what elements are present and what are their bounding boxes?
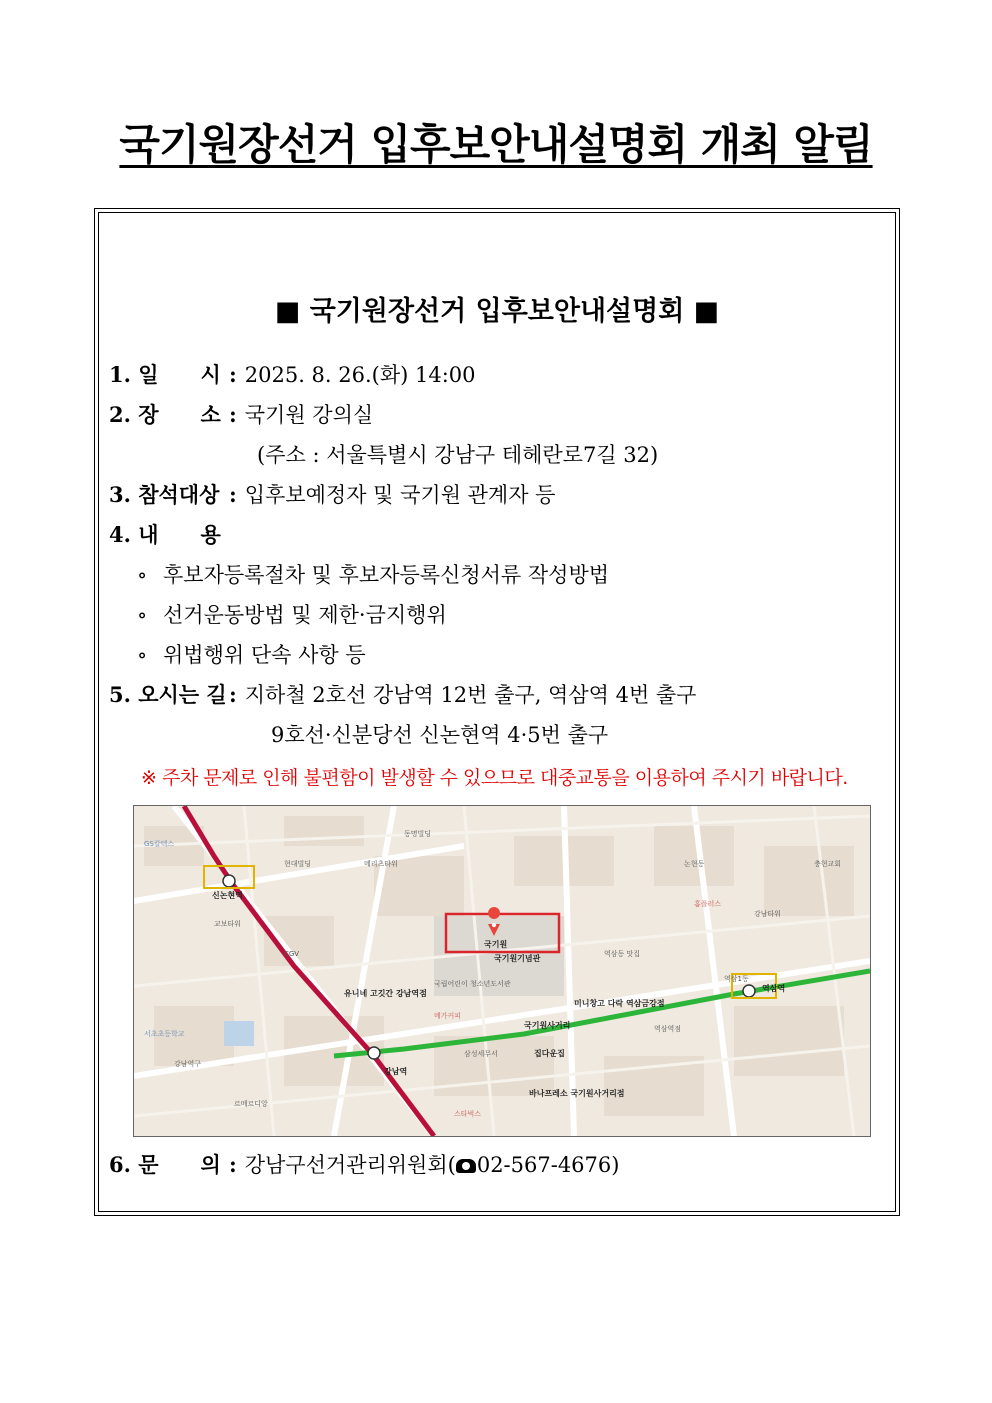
item-place: 2. 장 소 : 국기원 강의실 [109, 399, 373, 429]
item-date-value: 2025. 8. 26.(화) 14:00 [244, 363, 476, 387]
svg-text:신논현역: 신논현역 [212, 891, 243, 900]
item-directions: 5. 오시는 길 : 지하철 2호선 강남역 12번 출구, 역삼역 4번 출구 [109, 679, 696, 709]
svg-text:미니창고 다락 역삼금강점: 미니창고 다락 역삼금강점 [574, 999, 665, 1008]
section-title: ■ 국기원장선거 입후보안내설명회 ■ [274, 296, 720, 327]
svg-text:르메르디앙: 르메르디앙 [234, 1100, 268, 1108]
document-title: 국기원장선거 입후보안내설명회 개최 알림 [119, 120, 873, 169]
item-place-label: 2. 장 소 [109, 402, 221, 427]
svg-text:집다운집: 집다운집 [534, 1049, 565, 1058]
item-attendees: 3. 참석대상 : 입후보예정자 및 국기원 관계자 등 [109, 479, 555, 509]
item-contact: 6. 문 의 : 강남구선거관리위원회( 02-567-4676) [109, 1149, 619, 1179]
gangnam-station-icon [368, 1047, 380, 1059]
svg-text:스타벅스: 스타벅스 [454, 1110, 482, 1118]
item-place-value: 국기원 강의실 [244, 403, 374, 427]
svg-text:서초초등학교: 서초초등학교 [144, 1030, 185, 1038]
item-directions-line1: 지하철 2호선 강남역 12번 출구, 역삼역 4번 출구 [244, 683, 697, 707]
svg-text:국기원: 국기원 [484, 940, 508, 949]
svg-text:메가커피: 메가커피 [434, 1012, 462, 1020]
svg-text:역삼1동: 역삼1동 [724, 975, 749, 983]
svg-text:국기원기념관: 국기원기념관 [494, 954, 541, 963]
item-contact-value: 강남구선거관리위원회( [244, 1153, 456, 1177]
svg-text:역삼동 맛집: 역삼동 맛집 [604, 950, 641, 958]
item-place-address: (주소 : 서울특별시 강남구 테헤란로7길 32) [257, 443, 659, 467]
content-frame [94, 208, 900, 1216]
item-date: 1. 일 시 : 2025. 8. 26.(화) 14:00 [109, 359, 476, 389]
yeoksam-station-icon [743, 985, 755, 997]
content-frame-inner [98, 212, 896, 1212]
item-contact-label: 6. 문 의 [109, 1152, 221, 1177]
svg-text:역삼역점: 역삼역점 [654, 1025, 682, 1033]
svg-text:바나프레소 국기원사거리점: 바나프레소 국기원사거리점 [529, 1089, 625, 1098]
svg-text:역삼역: 역삼역 [762, 984, 786, 993]
svg-text:국립어린이 청소년도서관: 국립어린이 청소년도서관 [434, 980, 511, 988]
sinnonhyeon-station-icon [223, 875, 235, 887]
svg-text:강남역: 강남역 [384, 1067, 408, 1076]
svg-text:강남타워: 강남타워 [754, 910, 782, 918]
svg-text:국기원사거리: 국기원사거리 [524, 1021, 571, 1030]
svg-text:동명빌딩: 동명빌딩 [404, 830, 432, 838]
svg-text:CGV: CGV [284, 950, 300, 958]
svg-text:유니네 고깃간 강남역점: 유니네 고깃간 강남역점 [344, 989, 427, 998]
svg-text:충현교회: 충현교회 [814, 860, 842, 868]
svg-text:논현동: 논현동 [684, 860, 705, 868]
item-directions-line2: 9호선·신분당선 신논현역 4·5번 출구 [271, 723, 609, 747]
item-contact-phone: 02-567-4676) [476, 1153, 620, 1177]
map-canvas [134, 806, 870, 1136]
location-map[interactable] [133, 805, 871, 1137]
list-item: ∘ 위법행위 단속 사항 등 [137, 643, 366, 667]
svg-text:교보타워: 교보타워 [214, 920, 242, 928]
svg-text:강남역구: 강남역구 [174, 1060, 202, 1068]
item-attendees-value: 입후보예정자 및 국기원 관계자 등 [244, 483, 556, 507]
svg-text:메리츠타워: 메리츠타워 [364, 860, 398, 868]
parking-notice: ※ 주차 문제로 인해 불편함이 발생할 수 있으므로 대중교통을 이용하여 주시기 바랍니다. [141, 767, 848, 789]
item-directions-label: 5. 오시는 길 [109, 682, 227, 707]
item-attendees-label: 3. 참석대상 [109, 482, 220, 507]
item-contents-label: 4. 내 용 [109, 522, 221, 547]
svg-text:홈플러스: 홈플러스 [694, 900, 722, 908]
phone-icon [456, 1159, 476, 1173]
list-item: ∘ 선거운동방법 및 제한·금지행위 [137, 603, 447, 627]
list-item: ∘ 후보자등록절차 및 후보자등록신청서류 작성방법 [137, 563, 610, 587]
item-contents [109, 519, 229, 549]
item-date-label: 1. 일 시 [109, 362, 221, 387]
svg-text:현대빌딩: 현대빌딩 [284, 860, 312, 868]
svg-text:GS칼텍스: GS칼텍스 [144, 840, 175, 848]
svg-text:삼성세무서: 삼성세무서 [464, 1050, 498, 1058]
